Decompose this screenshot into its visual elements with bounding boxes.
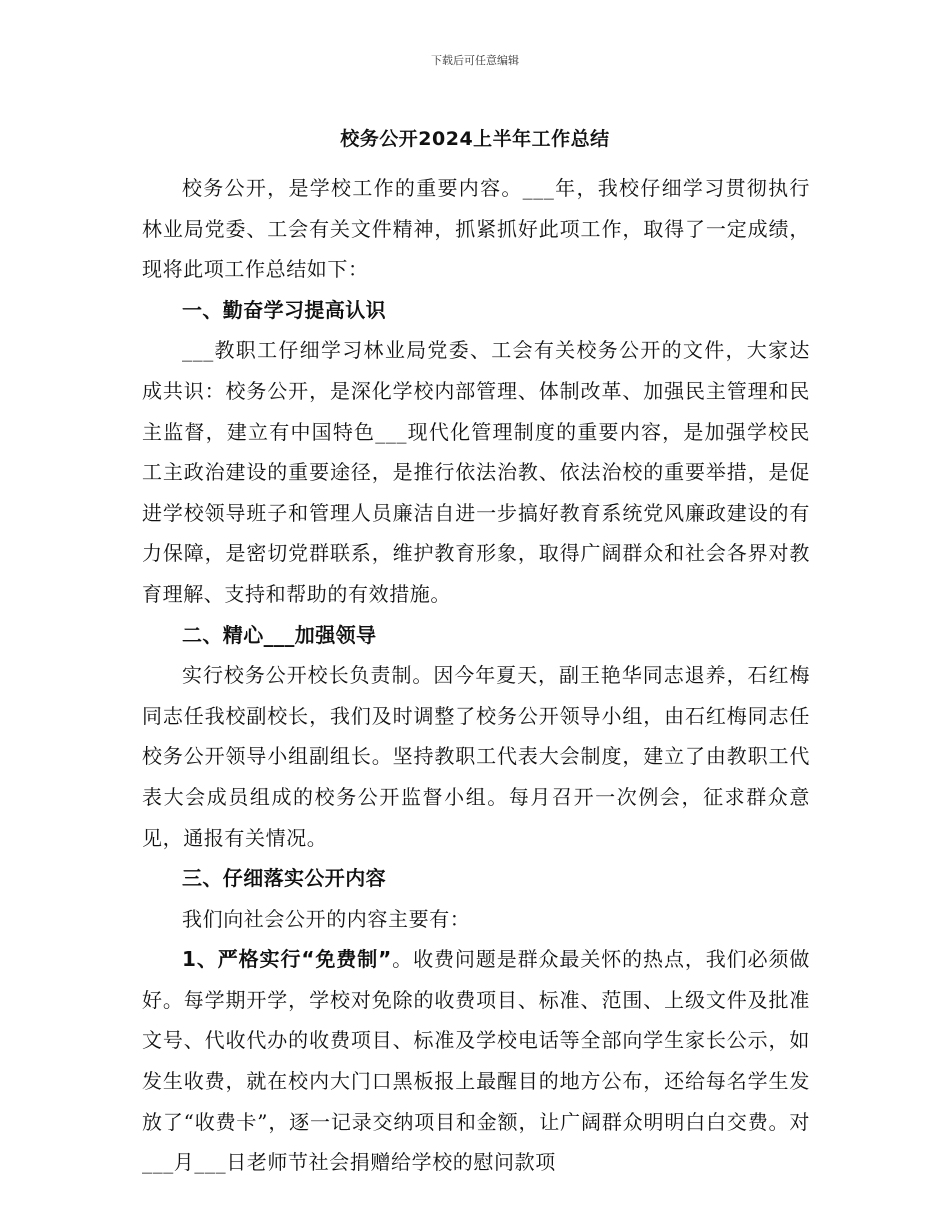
item-1-paragraph: [142, 939, 810, 1183]
document-body: [142, 168, 810, 1183]
section-1-paragraph: ___教职工仔细学习林业局党委、工会有关校务公开的文件，大家达成共识：校务公开，是深化学校内部管理、体制改革、加强民主管理和民主监督，建立有中国特色___现代化管理制度的重要内容，是加强学校民工主政治建设的重要途径，是推行依法治教、依法治校的重要举措，是促进学校领导班子和管理人员廉洁自进一步搞好教育系统党风廉政建设的有力保障，是密切党群联系，维护教育形象，取得广阔群众和社会各界对教育理解、支持和帮助的有效措施。: [142, 338, 810, 606]
item-1-body: 。收费问题是群众最关怀的热点，我们必须做好。每学期开学，学校对免除的收费项目、标准、范围、上级文件及批准文号、代收代办的收费项目、标准及学校电话等全部向学生家长公示，如发生收费，就在校内大门口黑板报上最醒目的地方公布，还给每名学生发放了“收费卡”，逐一记录交纳项目和金额，让广阔群众明明白白交费。对___月___日老师节社会捐赠给学校的慰问款项: [142, 947, 810, 1175]
section-heading-3: 三、仔细落实公开内容: [182, 866, 386, 891]
section-3-paragraph: 我们向社会公开的内容主要有：: [182, 906, 471, 931]
header-note: 下载后可任意编辑: [431, 54, 519, 67]
section-heading-2: 二、精心___加强领导: [182, 622, 377, 647]
document-title: 校务公开2024上半年工作总结: [340, 128, 610, 150]
section-heading-1: 一、勤奋学习提高认识: [182, 297, 386, 322]
intro-paragraph: 校务公开，是学校工作的重要内容。___年，我校仔细学习贯彻执行林业局党委、工会有关文件精神，抓紧抓好此项工作，取得了一定成绩，现将此项工作总结如下：: [142, 176, 810, 282]
section-2-paragraph: 实行校务公开校长负责制。因今年夏天，副王艳华同志退养，石红梅同志任我校副校长，我们及时调整了校务公开领导小组，由石红梅同志任校务公开领导小组副组长。坚持教职工代表大会制度，建立了由教职工代表大会成员组成的校务公开监督小组。每月召开一次例会，征求群众意见，通报有关情况。: [142, 663, 810, 850]
item-1-lead: 1、严格实行“免费制”: [182, 947, 392, 972]
